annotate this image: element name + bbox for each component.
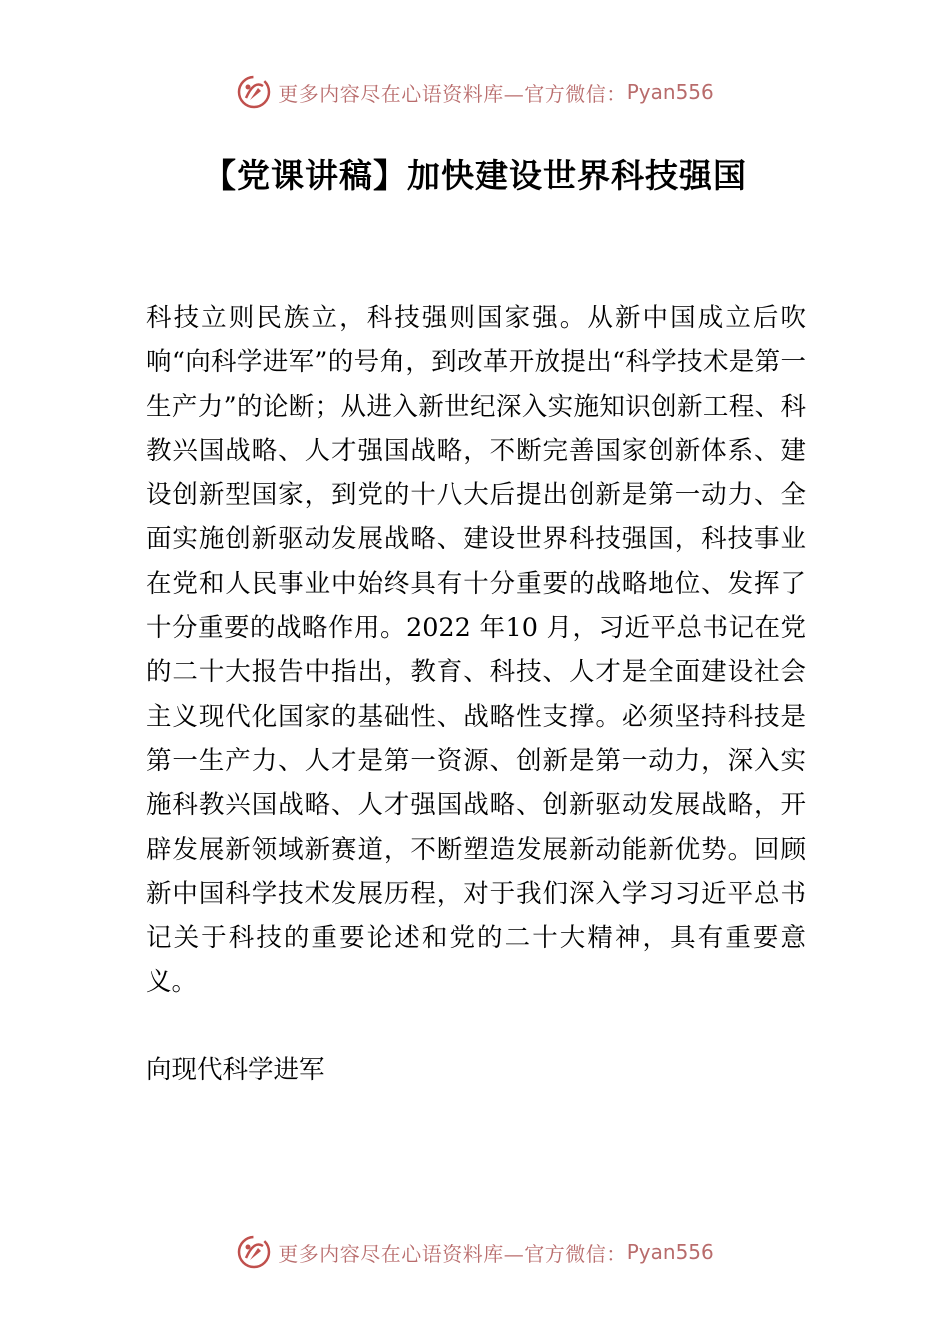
document-title: 【党课讲稿】加快建设世界科技强国 [203, 156, 747, 195]
banner-wechat-id: Pyan556 [626, 80, 714, 104]
body-paragraph: 科技立则民族立，科技强则国家强。从新中国成立后吹响“向科学进军”的号角，到改革开放提出“科学技术是第一生产力”的论断；从进入新世纪深入实施知识创新工程、科教兴国战略、人才强国战略，不断完善国家创新体系、建设创新型国家，到党的十八大后提出创新是第一动力、全面实施创新驱动发展战略、建设世界科技强国，科技事业在党和人民事业中始终具有十分重要的战略地位、发挥了十分重要的战略作用。2022 年10 月，习近平总书记在党的二十大报告中指出，教育、科技、人才是全面建设社会主义现代化国家的基础性、战略性支撑。必须坚持科技是第一生产力、人才是第一资源、创新是第一动力，深入实施科教兴国战略、人才强国战略、创新驱动发展战略，开辟发展新领域新赛道，不断塑造发展新动能新优势。回顾新中国科学技术发展历程，对于我们深入学习习近平总书记关于科技的重要论述和党的二十大精神，具有重要意义。 [146, 303, 806, 998]
footer-banner [0, 1232, 950, 1272]
banner-wechat-id: Pyan556 [626, 1240, 714, 1264]
banner-text: 更多内容尽在心语资料库—官方微信： [278, 81, 627, 106]
header-banner [0, 72, 950, 112]
seal-logo-icon [236, 74, 272, 110]
section-heading: 向现代科学进军 [146, 1055, 325, 1085]
banner-text: 更多内容尽在心语资料库—官方微信： [278, 1241, 627, 1266]
seal-logo-icon [236, 1234, 272, 1270]
